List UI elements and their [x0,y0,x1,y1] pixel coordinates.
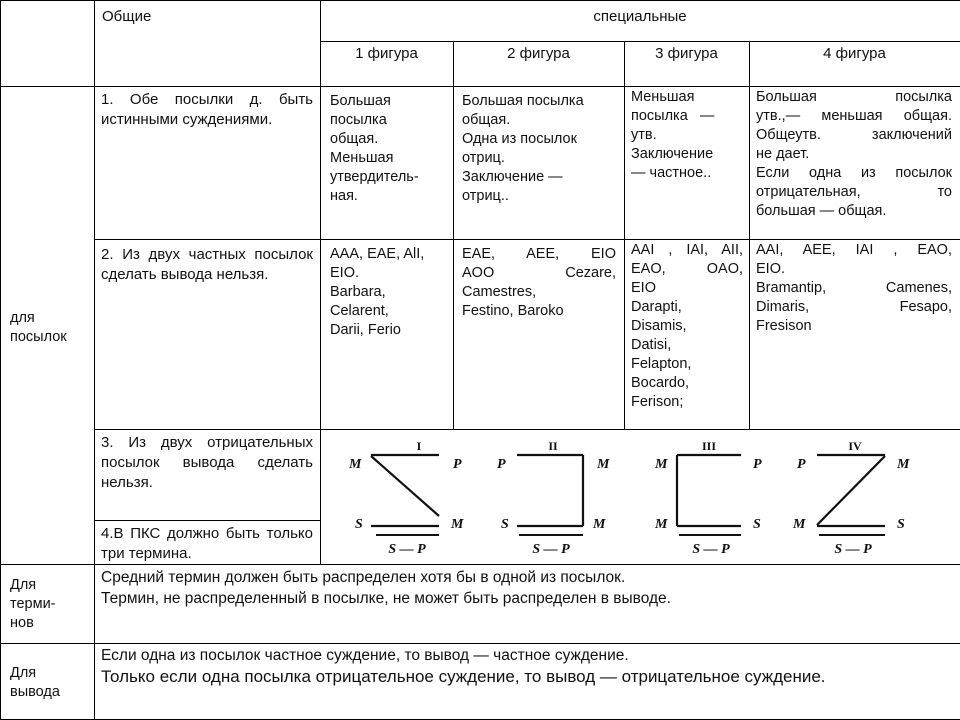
figure-1-conclusion: S — P [388,542,426,557]
figure-1-modes-line: EIO. [330,265,360,281]
figure-1-roman: I [416,439,422,453]
figure-2-top-left: P [497,457,506,472]
figure-1-rules-line: посылка [330,112,387,128]
figure-4-rules-line: Общеутв. заключений [756,127,952,143]
figure-3-rules-line: Заключение [631,146,714,162]
figure-3-rules [631,88,745,183]
terms-rule-1: Средний термин должен быть распределен хотя бы в одной из посылок. [101,569,626,586]
figure-4-modes [756,241,952,336]
figure-1-modes [330,245,448,340]
conclusion-rule-1: Если одна из посылок частное суждение, то вывод — частное суждение. [101,647,629,664]
figure-4-diagram [792,439,910,557]
figure-3-rules-line: Меньшая [631,89,695,105]
figure-2-roman: II [548,439,558,453]
figure-2-modes-line: Festino, Baroko [462,303,564,319]
terms-rule-2: Термин, не распределенный в посылке, не может быть распределен в выводе. [101,590,671,607]
figure-3-modes-line: EIO [631,280,656,296]
figure-1-rules-line: утвердитель- [330,169,419,185]
figure-2-bottom-right: M [593,517,606,532]
figure-3-conclusion: S — P [692,542,730,557]
figure-1-modes-line: AAA, EAE, AlI, [330,246,425,262]
figure-4-modes-line: Fresison [756,318,812,334]
figure-3-top-right: P [753,457,762,472]
figure-2-top-right: M [597,457,610,472]
figure-4-modes-line: EIO. [756,261,786,277]
figure-4-modes-line: Dimaris, Fesapo, [756,299,952,315]
figure-3-bottom-right: S [753,517,761,532]
figure-4-rules-line: утв.,— меньшая общая. [756,108,952,124]
figure-4-modes-line: Bramantip, Camenes, [756,280,952,296]
figure-2-rules-line: Заключение — [462,169,563,185]
figure-3-top-left: M [655,457,668,472]
figure-3-modes-line: Datisi, [631,337,672,353]
figure-2-rules-line: общая. [462,112,511,128]
figure-4-rules-line: Большая посылка [756,89,952,105]
figure-2-modes [462,245,616,321]
figure-2-modes-line: Camestres, [462,284,537,300]
figure-3-modes-line: Disamis, [631,318,687,334]
figure-3-rules-line: утв. [631,127,657,143]
header-figure-4: 4 фигура [823,45,886,62]
figure-2-rules-line: отриц. [462,150,505,166]
header-figure-3: 3 фигура [655,45,718,62]
figure-2-rules-line: Большая посылка [462,93,584,109]
header-figure-2: 2 фигура [507,45,570,62]
syllogism-figures-diagram [321,430,959,564]
figure-2-rules [462,92,620,206]
figure-1-rules-line: Большая [330,93,391,109]
figure-3-modes-line: Ferison; [631,394,684,410]
figure-2-rules-line: отриц.. [462,188,509,204]
premises-label: для посылок [10,310,67,345]
conclusion-label: Для вывода [10,665,60,700]
figure-1-bottom-left: S [355,517,363,532]
figure-4-conclusion: S — P [834,542,872,557]
header-special: специальные [593,8,687,25]
figure-3-bottom-left: M [655,517,668,532]
figure-2-modes-line: AOO Cezare, [462,265,616,281]
terms-label: Для терми- нов [10,577,56,631]
figure-3-modes-line: Darapti, [631,299,682,315]
conclusion-rule-2: Только если одна посылка отрицательное суждение, то вывод — отрицательное суждение. [101,667,826,686]
figure-1-diagram [348,439,464,557]
figure-1-modes-line: Celarent, [330,303,389,319]
figure-1-rules [330,92,448,206]
figure-3-modes-line: Bocardo, [631,375,690,391]
figure-3-rules-line: посылка — [631,108,715,124]
figure-4-rules-line: Если одна из посылок [756,165,952,181]
figure-2-rules-line: Одна из посылок [462,131,577,147]
figure-1-modes-line: Darii, Ferio [330,322,401,338]
figure-1-top-right: P [453,457,462,472]
figure-1-rules-line: Меньшая [330,150,394,166]
rule-3: 3. Из двух отрицательных посылок вывода сделать нельзя. [101,434,313,491]
rule-2: 2. Из двух частных посылок сделать вывода нельзя. [101,246,313,283]
figure-3-modes-line: Felapton, [631,356,692,372]
figure-4-top-right: M [897,457,910,472]
figure-2-bottom-left: S [501,517,509,532]
header-figure-1: 1 фигура [355,45,418,62]
figure-4-top-left: P [797,457,806,472]
rule-4: 4.В ПКС должно быть только три термина. [101,525,313,562]
figure-3-modes-line: AAI , IAI, AII, [631,242,743,258]
figure-3-rules-line: — частное.. [631,165,712,181]
figure-4-rules-line: не дает. [756,146,810,162]
figure-3-diagram [654,439,762,557]
figure-2-conclusion: S — P [532,542,570,557]
figure-4-bottom-left: M [793,517,806,532]
figure-2-modes-line: EAE, AEE, EIO [462,246,616,262]
figure-4-rules-line: большая — общая. [756,203,887,219]
figure-1-top-left: M [349,457,362,472]
figure-4-rules [756,88,952,221]
figure-1-modes-line: Barbara, [330,284,386,300]
figure-1-bottom-right: M [451,517,464,532]
figure-4-bottom-right: S [897,517,905,532]
figure-3-modes [631,241,743,412]
rule-1: 1. Обе посылки д. быть истинными суждениями. [101,91,313,128]
figure-1-rules-line: общая. [330,131,379,147]
figure-2-diagram [497,439,610,557]
header-general: Общие [102,8,152,25]
figure-4-modes-line: AAI, AEE, IAI , EAO, [756,242,952,258]
figure-4-rules-line: отрицательная, то [756,184,952,200]
figure-3-roman: III [701,439,717,453]
figure-1-rules-line: ная. [330,188,358,204]
figure-3-modes-line: EAO, OAO, [631,261,743,277]
figure-4-roman: IV [848,439,862,453]
